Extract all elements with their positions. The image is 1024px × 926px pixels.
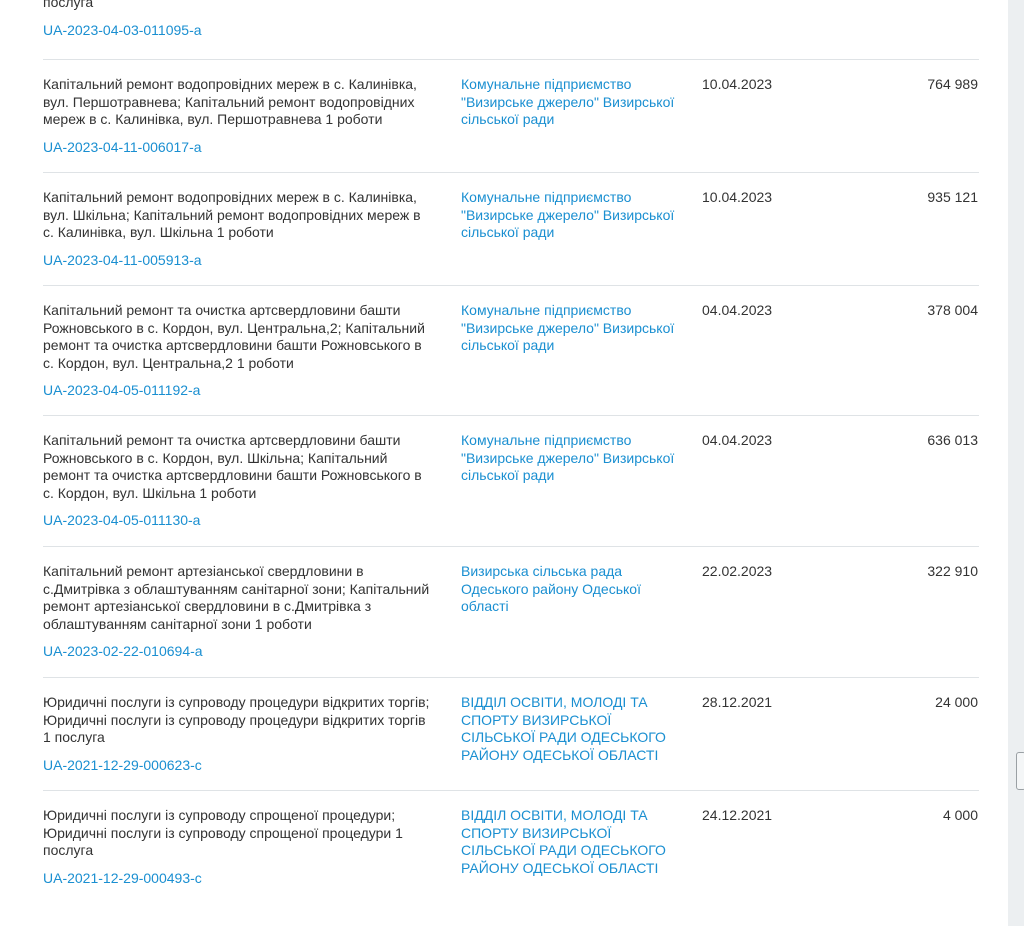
tender-code-link[interactable]: UA-2021-12-29-000623-c	[43, 756, 202, 773]
organization-link[interactable]: Комунальне підприємство "Визирське джерело" Визирської сільської ради	[461, 432, 675, 483]
tender-code-link[interactable]: UA-2023-02-22-010694-a	[43, 643, 203, 659]
tender-description: Капітальний ремонт та очистка артсвердловини башти Рожновського в с. Кордон, вул. Центральна,2; Капітальний ремонт та очистка артсвердловини башти Рожновського в с. Кордон, вул. Центральна,2 1 роботи	[43, 302, 425, 371]
tender-code-link[interactable]: UA-2023-04-05-011130-a	[43, 512, 201, 528]
organization-link[interactable]: Визирська сільська рада Одеського району Одеської області	[461, 563, 641, 614]
organization-link[interactable]: ВІДДІЛ ОСВІТИ, МОЛОДІ ТА СПОРТУ ВИЗИРСЬКОЇ СІЛЬСЬКОЇ РАДИ ОДЕСЬКОГО РАЙОНУ ОДЕСЬКОЇ ОБЛАСТІ	[461, 694, 666, 763]
tender-description: послуга	[43, 0, 94, 10]
tender-code-link[interactable]: UA-2023-04-11-005913-a	[43, 251, 202, 268]
tender-amount: 24 000	[935, 694, 978, 710]
organization-link[interactable]: Комунальне підприємство "Визирське джерело" Визирської сільської ради	[461, 189, 675, 240]
list-item-partial	[43, 0, 443, 39]
tender-row	[43, 790, 979, 904]
tender-row	[43, 415, 979, 547]
scrollbar-handle[interactable]	[1016, 752, 1024, 790]
tender-code-link[interactable]: UA-2023-04-03-011095-a	[43, 21, 202, 38]
tender-amount: 378 004	[927, 302, 978, 318]
tender-row	[43, 59, 979, 173]
tender-date: 10.04.2023	[702, 189, 773, 205]
tender-code-link[interactable]: UA-2023-04-05-011192-a	[43, 382, 201, 398]
tender-description: Капітальний ремонт артезіанської свердловини в с.Дмитрівка з облаштуванням санітарної зони; Капітальний ремонт артезіанської свердловини в с.Дмитрівка з облаштуванням санітарної зони 1 роботи	[43, 563, 430, 632]
organization-link[interactable]: Комунальне підприємство "Визирське джерело" Визирської сільської ради	[461, 76, 675, 127]
tender-description: Капітальний ремонт водопровідних мереж в с. Калинівка, вул. Шкільна; Капітальний ремонт водопровідних мереж в с. Калинівка, вул. Шкільна 1 роботи	[43, 189, 421, 240]
tender-row	[43, 285, 979, 416]
tender-amount: 764 989	[927, 76, 978, 92]
tender-date: 04.04.2023	[702, 302, 773, 318]
tender-description: Капітальний ремонт водопровідних мереж в с. Калинівка, вул. Першотравнева; Капітальний ремонт водопровідних мереж в с. Калинівка, вул. Першотравнева 1 роботи	[43, 76, 417, 127]
tender-date: 22.02.2023	[702, 563, 773, 579]
tender-code-link[interactable]: UA-2023-04-11-006017-a	[43, 138, 202, 155]
tender-date: 24.12.2021	[702, 807, 773, 823]
tender-row	[43, 546, 979, 678]
tender-amount: 4 000	[942, 807, 978, 823]
organization-link[interactable]: ВІДДІЛ ОСВІТИ, МОЛОДІ ТА СПОРТУ ВИЗИРСЬКОЇ СІЛЬСЬКОЇ РАДИ ОДЕСЬКОГО РАЙОНУ ОДЕСЬКОЇ ОБЛАСТІ	[461, 807, 666, 876]
tender-description: Юридичні послуги із супроводу процедури відкритих торгів; Юридичні послуги із супроводу процедури відкритих торгів 1 послуга	[43, 694, 430, 745]
tender-description: Юридичні послуги із супроводу спрощеної процедури; Юридичні послуги із супроводу спрощеної процедури 1 послуга	[43, 807, 403, 858]
tender-amount: 322 910	[927, 563, 978, 579]
organization-link[interactable]: Комунальне підприємство "Визирське джерело" Визирської сільської ради	[461, 302, 675, 353]
tender-description: Капітальний ремонт та очистка артсвердловини башти Рожновського в с. Кордон, вул. Шкільна; Капітальний ремонт та очистка артсвердловини башти Рожновського в с. Кордон, вул. Шкільна 1 роботи	[43, 432, 422, 501]
tender-code-link[interactable]: UA-2021-12-29-000493-c	[43, 869, 202, 886]
tender-row	[43, 677, 979, 791]
tender-date: 10.04.2023	[702, 76, 773, 92]
tender-date: 28.12.2021	[702, 694, 773, 710]
tender-amount: 935 121	[927, 189, 978, 205]
tender-row	[43, 172, 979, 286]
tender-date: 04.04.2023	[702, 432, 773, 448]
tender-amount: 636 013	[927, 432, 978, 448]
